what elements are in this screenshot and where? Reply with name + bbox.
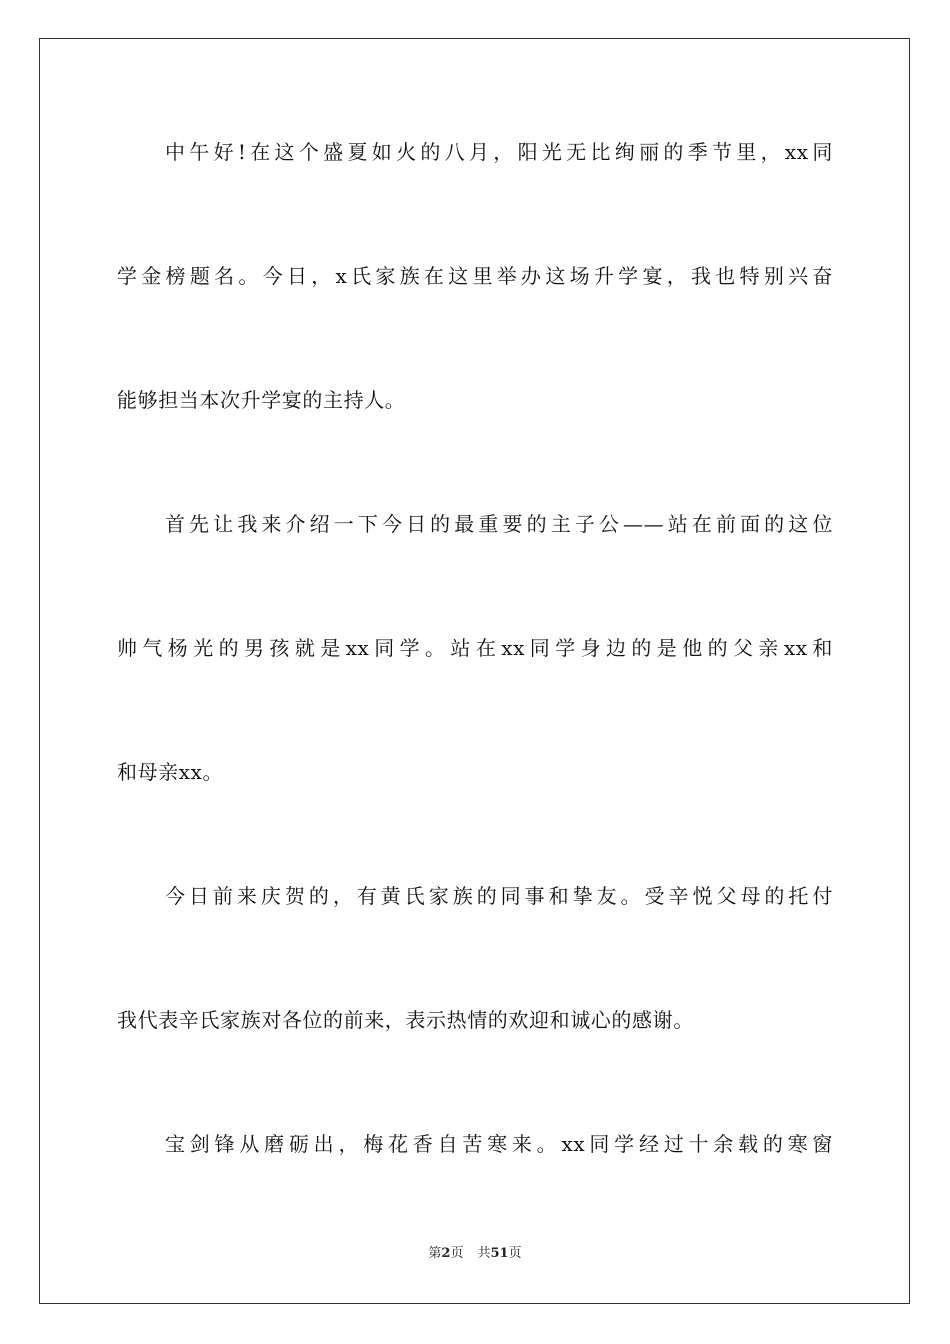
paragraph-3-line-1: 今日前来庆贺的，有黄氏家族的同事和挚友。受辛悦父母的托付 (165, 884, 833, 908)
paragraph-4-line-1: 宝剑锋从磨砺出，梅花香自苦寒来。xx同学经过十余载的寒窗 (165, 1132, 833, 1156)
page-footer (0, 1245, 950, 1263)
paragraph-1-line-1: 中午好!在这个盛夏如火的八月，阳光无比绚丽的季节里，xx同 (165, 140, 833, 164)
total-prefix: 共 (477, 1246, 491, 1261)
paragraph-1-line-2: 学金榜题名。今日，x氏家族在这里举办这场升学宴，我也特别兴奋 (117, 264, 833, 288)
total-pages: 51 (490, 1246, 509, 1261)
paragraph-3-line-2: 我代表辛氏家族对各位的前来，表示热情的欢迎和诚心的感谢。 (117, 1008, 694, 1032)
paragraph-2-line-2: 帅气杨光的男孩就是xx同学。站在xx同学身边的是他的父亲xx和 (117, 636, 833, 660)
page-border (39, 38, 910, 1304)
total-suffix: 页 (508, 1246, 522, 1261)
paragraph-1-line-3: 能够担当本次升学宴的主持人。 (117, 388, 406, 412)
paragraph-2-line-1: 首先让我来介绍一下今日的最重要的主子公——站在前面的这位 (165, 512, 833, 536)
paragraph-2-line-3: 和母亲xx。 (117, 760, 224, 784)
page-prefix: 第 (428, 1246, 442, 1261)
page-suffix: 页 (450, 1246, 464, 1261)
page-number: 2 (441, 1246, 451, 1261)
